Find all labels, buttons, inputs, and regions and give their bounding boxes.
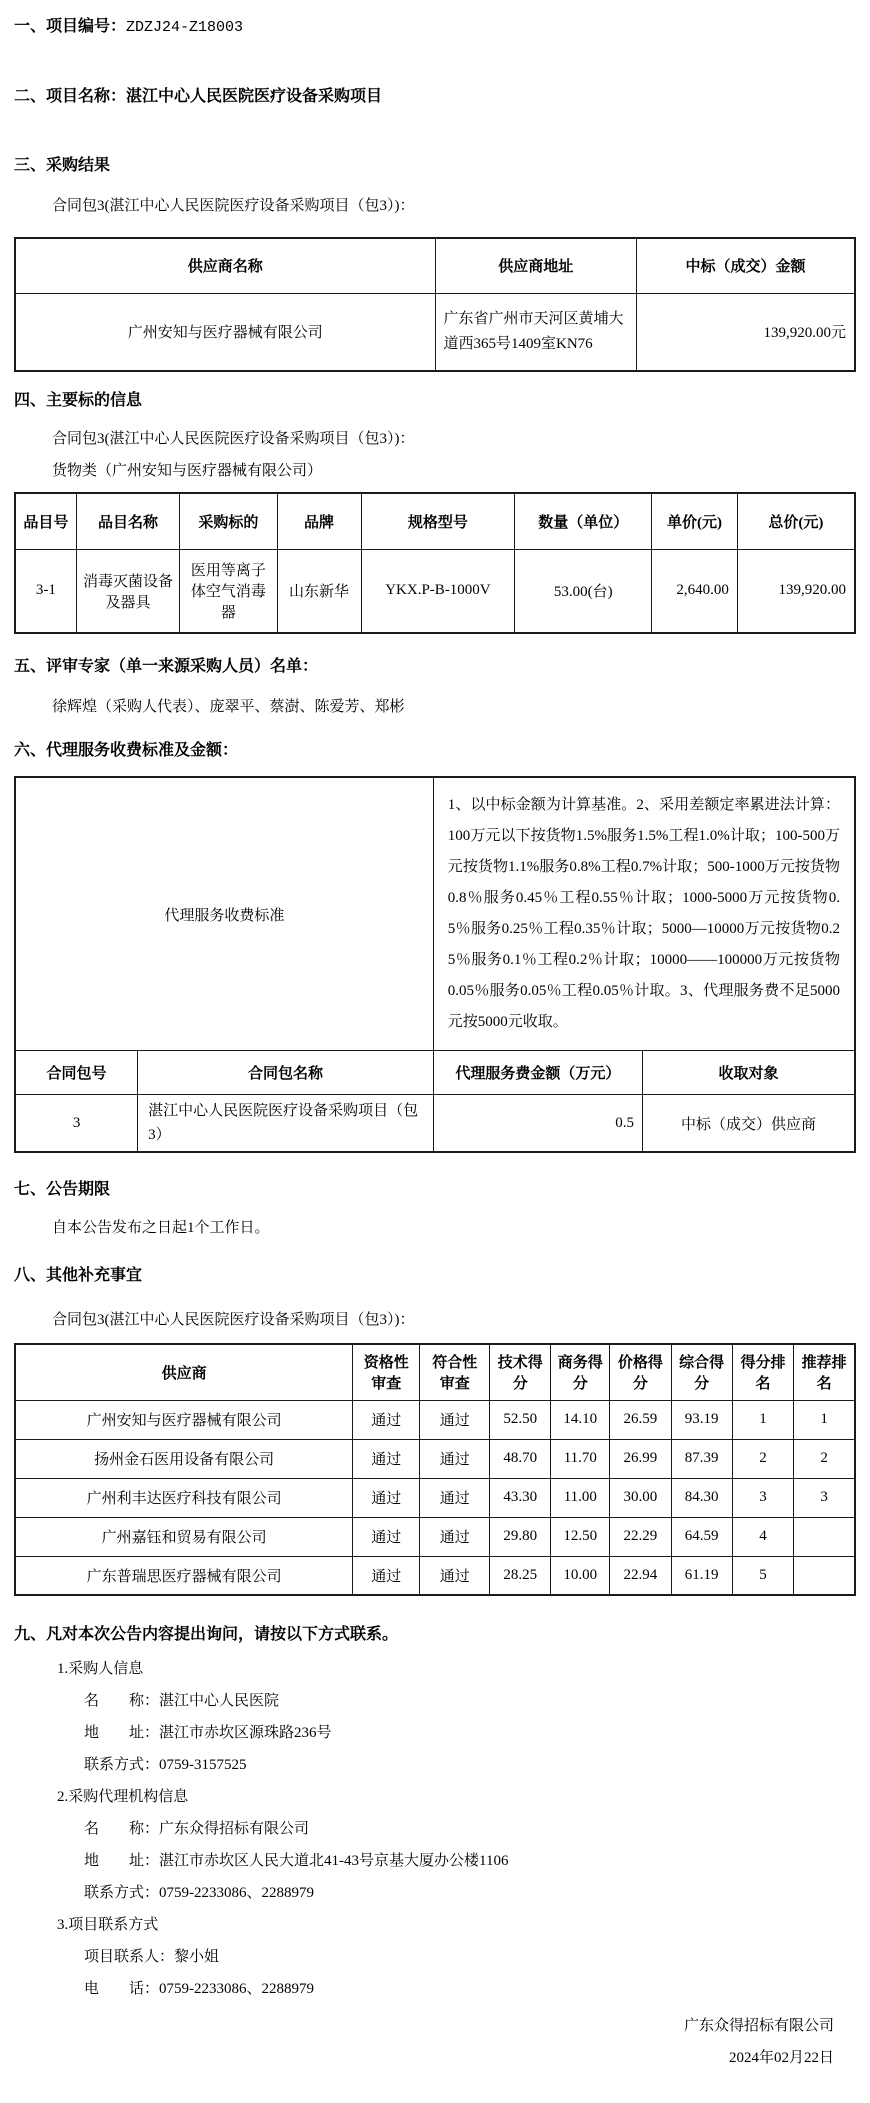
agency-address: 地 址：湛江市赤坎区人民大道北41-43号京基大厦办公楼1106 (84, 1853, 509, 1869)
project-name-label: 二、项目名称： (14, 88, 127, 105)
project-contact-person: 项目联系人：黎小姐 (84, 1949, 220, 1965)
project-number-value: ZDZJ24-Z18003 (126, 19, 244, 36)
business-score-cell: 14.10 (551, 1400, 610, 1439)
composite-score-cell: 84.30 (671, 1478, 732, 1517)
section-experts-title: 五、评审专家（单一来源采购人员）名单： (14, 658, 319, 675)
package-name-cell: 湛江中心人民医院医疗设备采购项目（包3） (138, 1095, 434, 1153)
table-row (15, 1400, 855, 1439)
recommend-rank-cell (794, 1556, 855, 1595)
award-amount-cell: 139,920.00元 (637, 293, 855, 371)
qualification-cell: 通过 (353, 1478, 420, 1517)
supplier-cell: 广州利丰达医疗科技有限公司 (15, 1478, 353, 1517)
table-row (15, 549, 855, 633)
technical-score-cell: 48.70 (490, 1439, 551, 1478)
fee-standard-text: 1、以中标金额为计算基准。2、采用差额定率累进法计算：100万元以下按货物1.5%服务1.5%工程1.0%计取；100-500万元按货物1.1%服务0.8%工程0.7%计取；500-1000万元按货物0.8％服务0.45％工程0.55％计取；1000-5000万元按货物0.5％服务0.25％工程0.35％计取；5000—10000万元按货物0.25％服务0.1％工程0.2％计取；10000——100000万元按货物0.05％服务0.05％工程0.05％计取。3、代理服务费不足5000元按5000元收取。 (433, 777, 855, 1051)
composite-score-cell: 64.59 (671, 1517, 732, 1556)
conformity-cell: 通过 (420, 1439, 490, 1478)
composite-score-cell: 93.19 (671, 1400, 732, 1439)
recommend-rank-cell: 3 (794, 1478, 855, 1517)
technical-score-cell: 28.25 (490, 1556, 551, 1595)
agency-fee-table (14, 776, 856, 1153)
procurement-subject-cell: 医用等离子体空气消毒器 (180, 549, 277, 633)
fee-amount-cell: 0.5 (433, 1095, 642, 1153)
section-project-name (14, 86, 856, 107)
price-score-cell: 26.59 (610, 1400, 671, 1439)
score-rank-cell: 4 (732, 1517, 793, 1556)
table-row (15, 293, 855, 371)
item-name-cell: 消毒灭菌设备及器具 (76, 549, 179, 633)
business-score-cell: 11.70 (551, 1439, 610, 1478)
fee-payer-cell: 中标（成交）供应商 (642, 1095, 855, 1153)
supplier-cell: 广州安知与医疗器械有限公司 (15, 1400, 353, 1439)
supplier-cell: 广东普瑞思医疗器械有限公司 (15, 1556, 353, 1595)
purchaser-info-heading: 1.采购人信息 (57, 1661, 144, 1677)
score-rank-cell: 3 (732, 1478, 793, 1517)
score-rank-cell: 1 (732, 1400, 793, 1439)
project-number-label: 一、项目编号： (14, 18, 127, 35)
header-conformity-review: 符合性审查 (420, 1344, 490, 1400)
header-item-name: 品目名称 (76, 493, 179, 549)
header-package-name: 合同包名称 (138, 1051, 434, 1095)
header-score-rank: 得分排名 (732, 1344, 793, 1400)
table-row (15, 1556, 855, 1595)
recommend-rank-cell: 1 (794, 1400, 855, 1439)
conformity-cell: 通过 (420, 1556, 490, 1595)
conformity-cell: 通过 (420, 1478, 490, 1517)
header-package-no: 合同包号 (15, 1051, 138, 1095)
main-subject-table (14, 492, 856, 634)
score-table (14, 1343, 856, 1596)
table-row (15, 1517, 855, 1556)
section-agency-fee-title: 六、代理服务收费标准及金额： (14, 742, 239, 759)
section-main-subject-title: 四、主要标的信息 (14, 392, 143, 409)
header-technical-score: 技术得分 (490, 1344, 551, 1400)
project-contact-heading: 3.项目联系方式 (57, 1917, 159, 1933)
conformity-cell: 通过 (420, 1400, 490, 1439)
purchaser-contact: 联系方式：0759-3157525 (84, 1757, 247, 1773)
unit-price-cell: 2,640.00 (652, 549, 738, 633)
section-procurement-result-title: 三、采购结果 (14, 157, 111, 174)
quantity-cell: 53.00(台) (515, 549, 652, 633)
header-composite-score: 综合得分 (671, 1344, 732, 1400)
fee-standard-row (15, 777, 855, 1051)
header-quantity-unit: 数量（单位） (515, 493, 652, 549)
table-header-row (15, 1344, 855, 1400)
table-row (15, 1095, 855, 1153)
header-spec-model: 规格型号 (361, 493, 515, 549)
technical-score-cell: 29.80 (490, 1517, 551, 1556)
composite-score-cell: 61.19 (671, 1556, 732, 1595)
supplier-cell: 广州嘉钰和贸易有限公司 (15, 1517, 353, 1556)
agency-info-heading: 2.采购代理机构信息 (57, 1789, 189, 1805)
header-brand: 品牌 (277, 493, 361, 549)
experts-names: 徐辉煌（采购人代表）、庞翠平、蔡澍、陈爱芳、郑彬 (52, 699, 405, 715)
contract-package-intro-2: 合同包3(湛江中心人民医院医疗设备采购项目（包3）)： (52, 431, 415, 447)
header-supplier-name: 供应商名称 (15, 238, 435, 293)
qualification-cell: 通过 (353, 1556, 420, 1595)
header-award-amount: 中标（成交）金额 (637, 238, 855, 293)
table-header-row (15, 1051, 855, 1095)
score-rank-cell: 2 (732, 1439, 793, 1478)
contract-package-intro-1: 合同包3(湛江中心人民医院医疗设备采购项目（包3）)： (52, 198, 415, 214)
price-score-cell: 22.29 (610, 1517, 671, 1556)
header-fee-payer: 收取对象 (642, 1051, 855, 1095)
header-total-price: 总价(元) (737, 493, 855, 549)
purchaser-address: 地 址：湛江市赤坎区源珠路236号 (84, 1725, 332, 1741)
header-supplier: 供应商 (15, 1344, 353, 1400)
qualification-cell: 通过 (353, 1400, 420, 1439)
fee-standard-label: 代理服务收费标准 (15, 777, 433, 1051)
business-score-cell: 11.00 (551, 1478, 610, 1517)
supplier-name-cell: 广州安知与医疗器械有限公司 (15, 293, 435, 371)
agency-name: 名 称：广东众得招标有限公司 (84, 1821, 310, 1837)
agency-contact: 联系方式：0759-2233086、2288979 (84, 1885, 314, 1901)
header-fee-amount: 代理服务费金额（万元） (433, 1051, 642, 1095)
purchaser-name: 名 称：湛江中心人民医院 (84, 1693, 280, 1709)
header-unit-price: 单价(元) (652, 493, 738, 549)
technical-score-cell: 52.50 (490, 1400, 551, 1439)
business-score-cell: 12.50 (551, 1517, 610, 1556)
composite-score-cell: 87.39 (671, 1439, 732, 1478)
qualification-cell: 通过 (353, 1439, 420, 1478)
conformity-cell: 通过 (420, 1517, 490, 1556)
section-contact-title: 九、凡对本次公告内容提出询问，请按以下方式联系。 (14, 1626, 399, 1643)
project-contact-phone: 电 话：0759-2233086、2288979 (84, 1981, 314, 1997)
supplier-result-table (14, 237, 856, 372)
score-rank-cell: 5 (732, 1556, 793, 1595)
table-row (15, 1478, 855, 1517)
section-announcement-period-title: 七、公告期限 (14, 1181, 111, 1198)
price-score-cell: 22.94 (610, 1556, 671, 1595)
project-name-value: 湛江中心人民医院医疗设备采购项目 (126, 88, 383, 105)
footer-date: 2024年02月22日 (728, 2050, 834, 2066)
brand-cell: 山东新华 (277, 549, 361, 633)
contract-package-intro-3: 合同包3(湛江中心人民医院医疗设备采购项目（包3）)： (52, 1312, 415, 1328)
section-other-matters-title: 八、其他补充事宜 (14, 1267, 143, 1284)
section-project-number (14, 16, 856, 38)
price-score-cell: 30.00 (610, 1478, 671, 1517)
goods-category-line: 货物类（广州安知与医疗器械有限公司） (52, 463, 323, 479)
price-score-cell: 26.99 (610, 1439, 671, 1478)
header-business-score: 商务得分 (551, 1344, 610, 1400)
header-price-score: 价格得分 (610, 1344, 671, 1400)
technical-score-cell: 43.30 (490, 1478, 551, 1517)
package-no-cell: 3 (15, 1095, 138, 1153)
supplier-address-cell: 广东省广州市天河区黄埔大道西365号1409室KN76 (435, 293, 637, 371)
table-row (15, 1439, 855, 1478)
footer-company: 广东众得招标有限公司 (683, 2018, 834, 2034)
total-price-cell: 139,920.00 (737, 549, 855, 633)
recommend-rank-cell: 2 (794, 1439, 855, 1478)
item-no-cell: 3-1 (15, 549, 76, 633)
supplier-cell: 扬州金石医用设备有限公司 (15, 1439, 353, 1478)
table-header-row (15, 238, 855, 293)
header-recommend-rank: 推荐排名 (794, 1344, 855, 1400)
header-item-no: 品目号 (15, 493, 76, 549)
header-supplier-address: 供应商地址 (435, 238, 637, 293)
qualification-cell: 通过 (353, 1517, 420, 1556)
header-qualification-review: 资格性审查 (353, 1344, 420, 1400)
table-header-row (15, 493, 855, 549)
header-procurement-subject: 采购标的 (180, 493, 277, 549)
business-score-cell: 10.00 (551, 1556, 610, 1595)
recommend-rank-cell (794, 1517, 855, 1556)
announcement-period-body: 自本公告发布之日起1个工作日。 (52, 1220, 270, 1236)
spec-model-cell: YKX.P-B-1000V (361, 549, 515, 633)
